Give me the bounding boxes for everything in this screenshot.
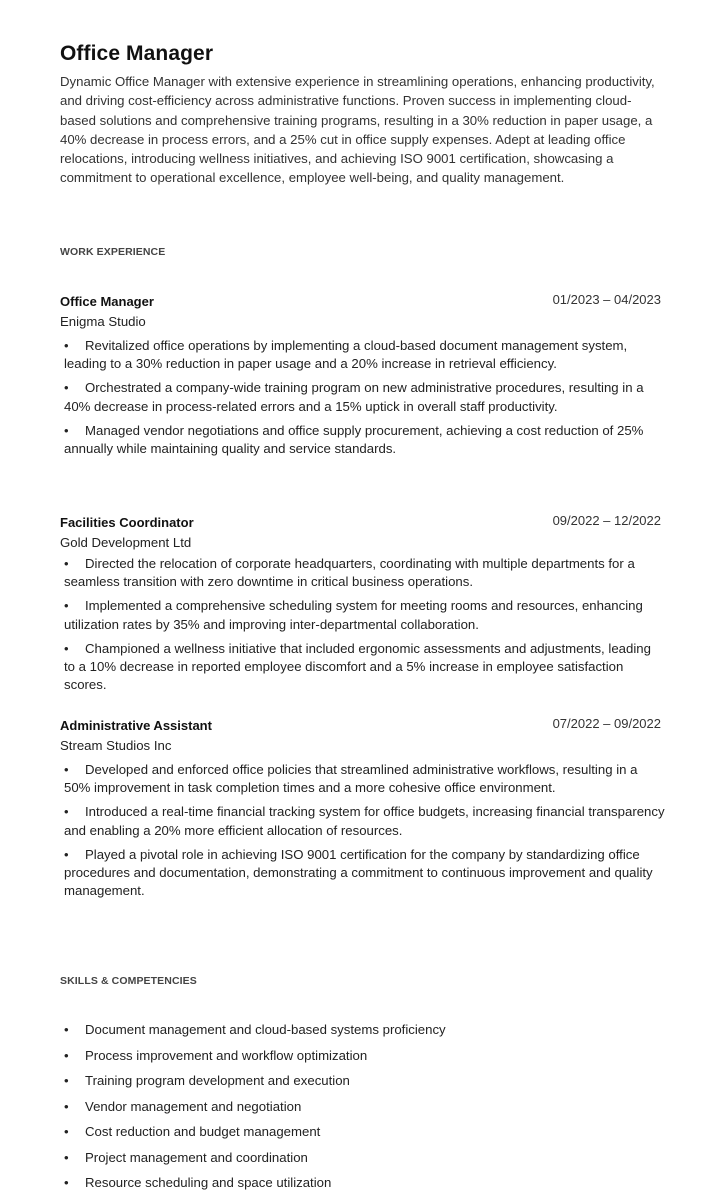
list-item: • Introduced a real-time financial tracking system for office budgets, increasing financial transparency and enabling a 20% more efficient allocation of resources.: [64, 804, 665, 838]
job-dates: 07/2022 – 09/2022: [552, 716, 661, 731]
job-entry: [60, 513, 665, 700]
job-dates: 09/2022 – 12/2022: [552, 513, 661, 528]
job-role: Administrative Assistant: [60, 718, 212, 733]
job-bullets: [60, 761, 665, 900]
list-item: • Championed a wellness initiative that included ergonomic assessments and adjustments, leading to a 10% decrease in reported employee discomfort and a 5% increase in employee satisfaction scores.: [64, 640, 651, 693]
list-item: • Cost reduction and budget management: [64, 1124, 321, 1139]
list-item: • Process improvement and workflow optimization: [64, 1047, 368, 1063]
job-header: [60, 716, 665, 736]
list-item: • Vendor management and negotiation: [64, 1098, 302, 1114]
work-experience-heading: WORK EXPERIENCE: [60, 246, 166, 258]
list-item: • Training program development and execution: [64, 1073, 350, 1088]
job-dates: 01/2023 – 04/2023: [552, 292, 661, 307]
skills-heading: SKILLS & COMPETENCIES: [60, 975, 197, 987]
skills-list: [60, 1017, 446, 1196]
job-role: Facilities Coordinator: [60, 515, 194, 530]
list-item: • Revitalized office operations by implementing a cloud-based document management system, leading to a 30% reduction in paper usage and a 20% increase in retrieval efficiency.: [64, 338, 628, 372]
job-header: [60, 292, 665, 312]
list-item: • Document management and cloud-based systems proficiency: [64, 1022, 446, 1037]
list-item: • Directed the relocation of corporate headquarters, coordinating with multiple departments for a seamless transition with zero downtime in critical business operations.: [64, 556, 635, 590]
job-company: Stream Studios Inc: [60, 738, 172, 753]
list-item: • Implemented a comprehensive scheduling system for meeting rooms and resources, enhancing utilization rates by 35% and improving inter-departmental collaboration.: [64, 598, 643, 632]
job-bullets: [60, 337, 665, 458]
job-header: [60, 513, 665, 533]
job-entry: [60, 292, 665, 464]
job-company: Gold Development Ltd: [60, 535, 192, 550]
list-item: • Orchestrated a company-wide training program on new administrative procedures, resulting in a 40% decrease in process-related errors and a 15% uptick in overall staff productivity.: [64, 380, 644, 414]
list-item: • Developed and enforced office policies that streamlined administrative workflows, resulting in a 50% improvement in task completion times and a more cohesive office environment.: [64, 762, 638, 796]
list-item: • Played a pivotal role in achieving ISO 9001 certification for the company by standardizing office procedures and documentation, demonstrating a commitment to continuous improvement and quality management.: [64, 846, 653, 899]
professional-summary: Dynamic Office Manager with extensive experience in streamlining operations, enhancing productivity, and driving cost-efficiency across administrative functions. Proven success in implementing cloud-based solutions and comprehensive training programs, resulting in a 30% reduction in paper usage, a 40% decrease in process errors, and a 25% cut in office supply expenses. Adept at leading office relocations, introducing wellness initiatives, and achieving ISO 9001 certification, showcasing a commitment to operational excellence, employee well-being, and quality management.: [60, 74, 655, 186]
list-item: • Project management and coordination: [64, 1149, 308, 1165]
list-item: • Managed vendor negotiations and office supply procurement, achieving a cost reduction of 25% annually while maintaining quality and service standards.: [64, 422, 644, 457]
list-item: • Resource scheduling and space utilization: [64, 1175, 332, 1190]
job-entry: [60, 716, 665, 906]
resume-title: Office Manager: [60, 42, 214, 65]
job-bullets: [60, 555, 665, 694]
job-role: Office Manager: [60, 294, 154, 309]
job-company: Enigma Studio: [60, 314, 146, 329]
